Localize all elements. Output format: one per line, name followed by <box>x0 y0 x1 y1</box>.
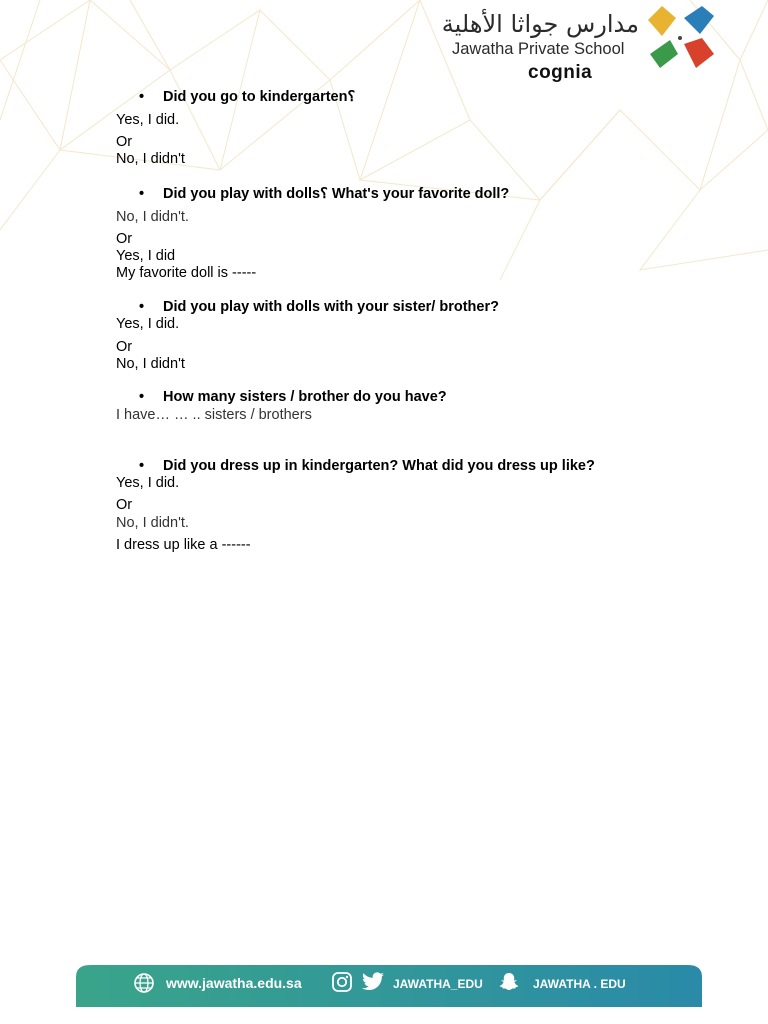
question-text: Did you play with dolls with your sister/ brother? <box>163 299 499 315</box>
question-text: Did you go to kindergarten؟ <box>163 89 356 105</box>
answer-line: Yes, I did. <box>116 112 180 128</box>
question-3 <box>139 299 499 315</box>
answer-line: Yes, I did. <box>116 475 180 491</box>
answer-line: No, I didn't <box>116 151 185 167</box>
snapchat-handle[interactable]: JAWATHA . EDU <box>533 977 626 991</box>
bullet-icon: • <box>139 389 145 405</box>
bullet-icon: • <box>139 186 145 202</box>
question-1 <box>139 89 356 105</box>
answer-line: Or <box>116 497 133 513</box>
question-text: Did you dress up in kindergarten? What did you dress up like? <box>163 458 595 474</box>
social-handle[interactable]: JAWATHA_EDU <box>393 977 483 991</box>
school-name-arabic: مدارس جواثا الأهلية <box>441 10 639 38</box>
question-text: Did you play with dolls؟ What's your favorite doll? <box>163 186 510 202</box>
question-4 <box>139 389 447 405</box>
answer-line: Yes, I did. <box>116 316 180 332</box>
globe-icon <box>133 972 155 994</box>
answer-line: No, I didn't <box>116 356 185 372</box>
school-name-english: Jawatha Private School <box>452 40 625 58</box>
question-text: How many sisters / brother do you have? <box>163 389 447 405</box>
bullet-icon: • <box>139 89 145 105</box>
answer-line: No, I didn't. <box>116 515 189 531</box>
answer-line: My favorite doll is ----- <box>116 265 257 281</box>
answer-line: I dress up like a ------ <box>116 537 251 553</box>
answer-line: No, I didn't. <box>116 209 189 225</box>
cognia-logo: cognia <box>528 62 593 83</box>
bullet-icon: • <box>139 299 145 315</box>
bullet-icon: • <box>139 458 145 474</box>
question-5 <box>139 458 595 474</box>
answer-line: Or <box>116 339 133 355</box>
instagram-icon[interactable] <box>331 971 353 993</box>
website-link[interactable]: www.jawatha.edu.sa <box>166 975 302 991</box>
answer-line: Or <box>116 231 133 247</box>
school-emblem-icon <box>644 4 718 72</box>
snapchat-icon[interactable] <box>498 971 520 993</box>
twitter-icon[interactable] <box>361 972 385 992</box>
question-2 <box>139 186 510 202</box>
answer-line: Yes, I did <box>116 248 176 264</box>
answer-line: Or <box>116 134 133 150</box>
answer-line: I have… … .. sisters / brothers <box>116 407 312 423</box>
